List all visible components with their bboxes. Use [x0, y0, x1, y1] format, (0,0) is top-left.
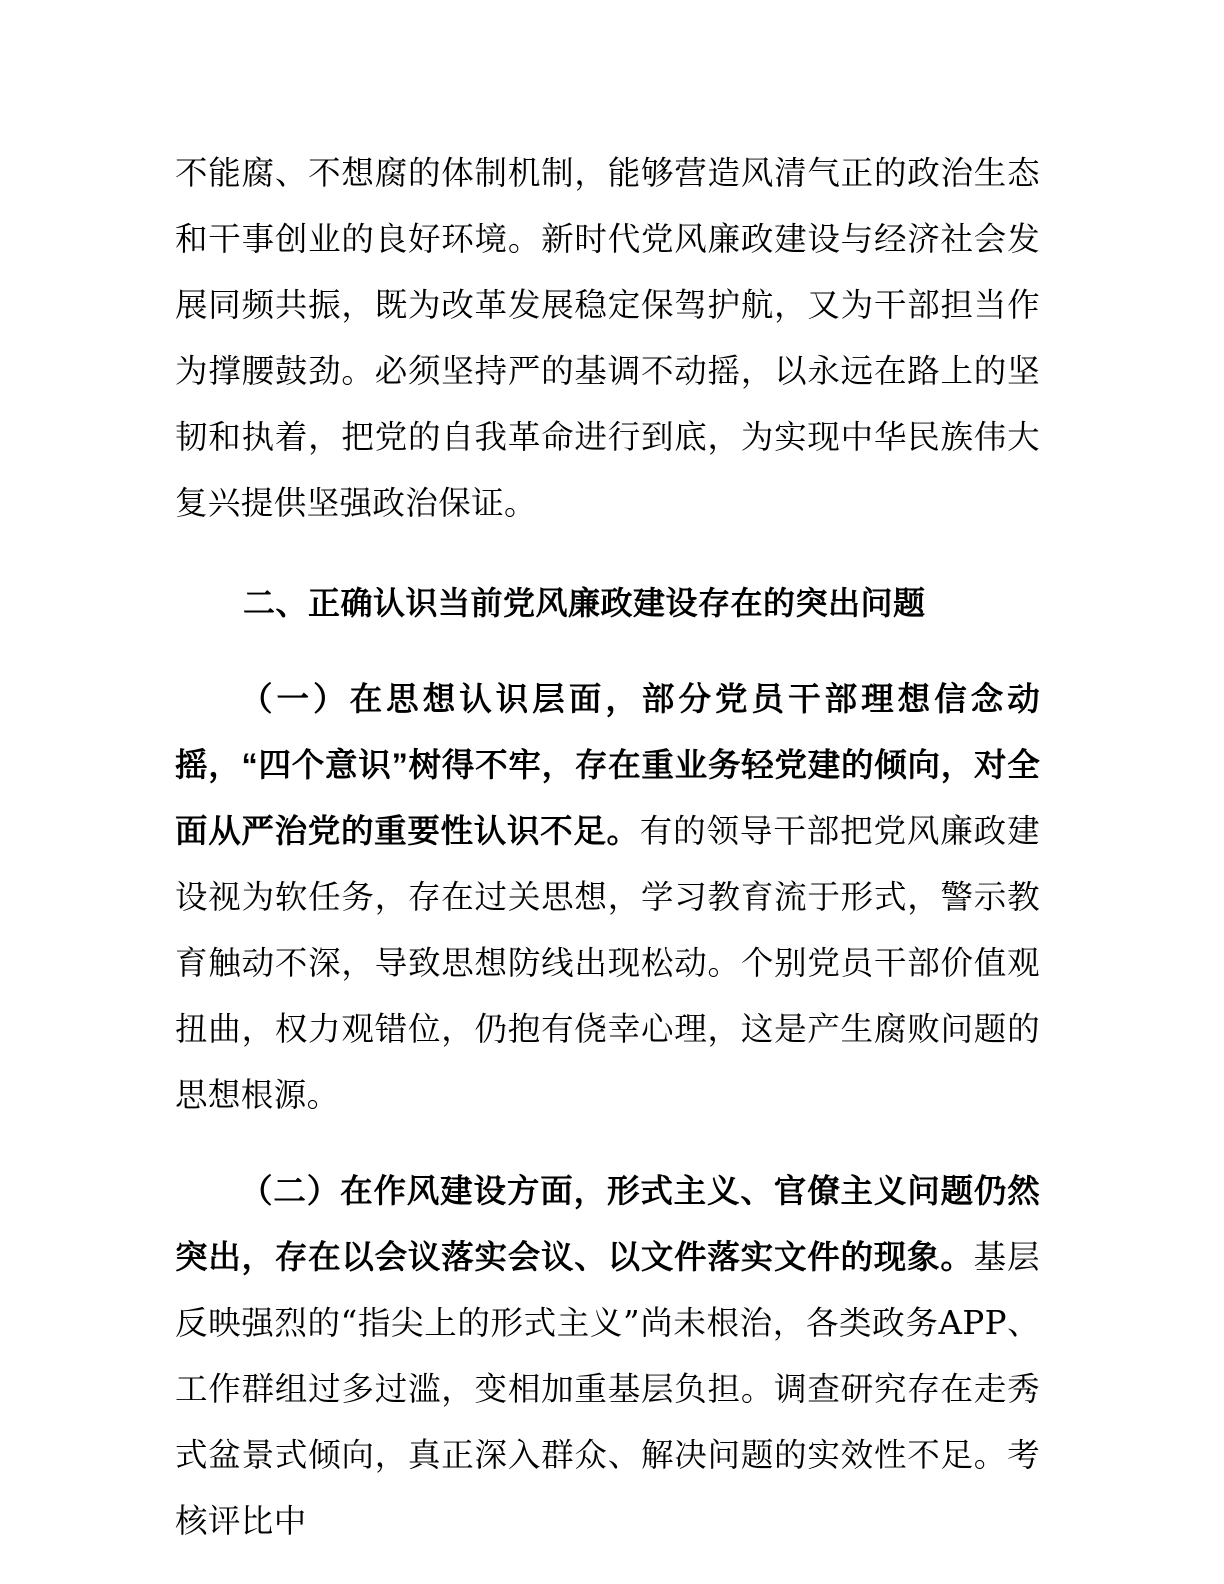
heading-section-two: 二、正确认识当前党风廉政建设存在的突出问题 — [243, 585, 926, 621]
paragraph-item-two-lead: （二）在作风建设方面，形式主义、官僚主义问题仍然突出，存在以会议落实会议、以文件落实文件的现象。 — [175, 1173, 1040, 1275]
paragraph-item-one-lead: （一）在思想认识层面，部分党员干部理想信念动摇，“四个意识”树得不牢，存在重业务轻党建的倾向，对全面从严治党的重要性认识不足。 — [175, 681, 1040, 849]
paragraph-item-one-rest: 有的领导干部把党风廉政建设视为软任务，存在过关思想，学习教育流于形式，警示教育触动不深，导致思想防线出现松动。个别党员干部价值观扭曲，权力观错位，仍抱有侥幸心理，这是产生腐败问题的思想根源。 — [175, 812, 1040, 1114]
paragraph-item-two-rest: 基层反映强烈的“指尖上的形式主义”尚未根治，各类政务APP、工作群组过多过滥，变相加重基层负担。调查研究存在走秀式盆景式倾向，真正深入群众、解决问题的实效性不足。考核评比中 — [175, 1238, 1040, 1540]
paragraph-item-one — [175, 666, 1040, 1128]
paragraph-continued: 不能腐、不想腐的体制机制，能够营造风清气正的政治生态和干事创业的良好环境。新时代党风廉政建设与经济社会发展同频共振，既为改革发展稳定保驾护航，又为干部担当作为撑腰鼓劲。必须坚持严的基调不动摇，以永远在路上的坚韧和执着，把党的自我革命进行到底，为实现中华民族伟大复兴提供坚强政治保证。 — [175, 154, 1040, 522]
document-body — [175, 140, 1040, 1554]
paragraph-item-two — [175, 1158, 1040, 1554]
